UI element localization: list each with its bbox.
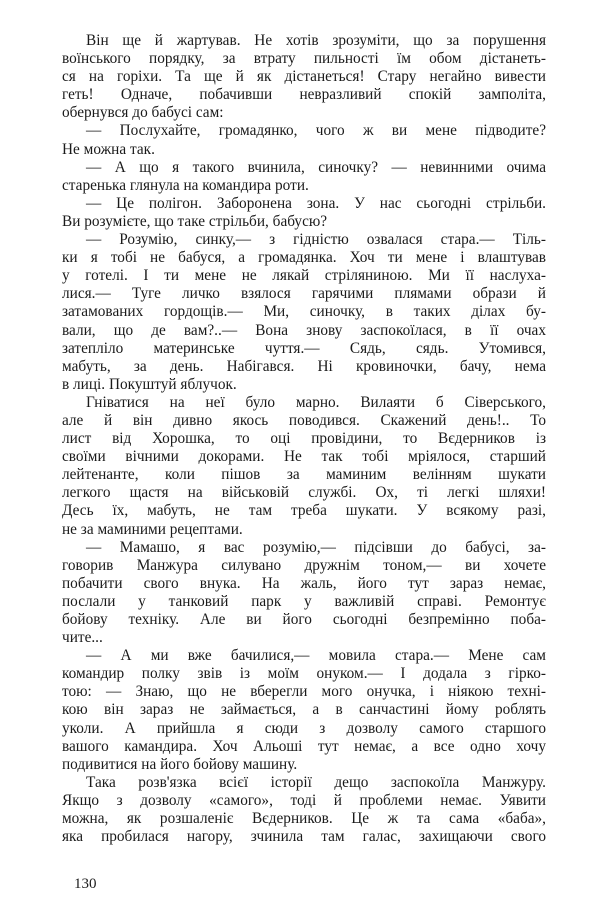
text-line: чите... [62, 629, 103, 647]
text-line: кою він зараз не займається, а в санчастині йому роблять [62, 701, 546, 719]
text-line: Не можна так. [62, 140, 155, 158]
text-line: лист від Хорошка, то оці провідини, то Вєдерников із [62, 430, 546, 448]
text-line: Десь їх, мабуть, не там треба шукати. У всякому разі, [62, 502, 546, 520]
text-line: послали у танковий парк у важливій справі. Ремонтує [62, 592, 546, 610]
text-line: — Розумію, синку,— з гідністю озвалася стара.— Тіль- [86, 231, 546, 249]
text-line: подивитися на його бойову машину. [62, 755, 298, 773]
text-line: воїнського порядку, за втрату пильності їм обом дістанеть- [62, 50, 546, 68]
text-line: вали, що де вам?..— Вона знову заспокоїлася, в її очах [62, 321, 546, 339]
text-line: — Послухайте, громадянко, чого ж ви мене підводите? [86, 122, 546, 140]
text-line: уколи. А прийшла я сюди з дозволу самого старшого [62, 719, 546, 737]
text-line: затамованих гордощів.— Ми, синочку, в таких ділах бу- [62, 303, 546, 321]
text-line: — А що я такого вчинила, синочку? — невинними очима [86, 158, 546, 176]
text-line: яка пробилася нагору, зчинила там галас, захищаючи свого [62, 828, 546, 846]
text-line: тою: — Знаю, що не вберегли мого онучка, і ніякою техні- [62, 683, 546, 701]
text-line: Якщо з дозволу «самого», тоді й проблеми немає. Уявити [62, 791, 546, 809]
text-line: у готелі. І ти мене не лякай стріляниною. Ми її наслуха- [62, 267, 546, 285]
text-line: — А ми вже бачилися,— мовила стара.— Мене сам [86, 647, 546, 665]
text-line: старенька глянула на командира роти. [62, 176, 309, 194]
text-line: мабуть, за день. Набігався. Ні кровиночки, бачу, нема [62, 357, 546, 375]
text-line: бойову техніку. Але ви його сьогодні безпремінно поба- [62, 611, 546, 628]
page-number: 130 [74, 876, 97, 892]
text-line: — Це полігон. Заборонена зона. У нас сьогодні стрільби. [86, 194, 546, 212]
text-line: побачити свого внука. На жаль, його тут зараз немає, [62, 574, 546, 592]
text-line: в лиці. Покуштуй яблучок. [62, 375, 237, 393]
text-line: командир полку звів із моїм онуком.— І додала з гірко- [62, 665, 546, 683]
text-line: ки я тобі не бабуся, а громадянка. Хоч ти мене і влаштував [62, 249, 546, 267]
text-line: обернувся до бабусі сам: [62, 104, 224, 122]
text-line: своїми вічними докорами. Не так тобі мріялося, старший [62, 448, 546, 466]
book-page-text [62, 32, 546, 846]
text-line: можна, як розшаленіє Вєдерников. Це ж та сама «баба», [62, 810, 546, 828]
text-line: Ви розумієте, що таке стрільби, бабусю? [62, 212, 328, 230]
text-line: лейтенанте, коли пішов за маминим велінням шукати [62, 466, 546, 484]
text-line: говорив Манжура силувано дружнім тоном,— ви хочете [62, 556, 546, 574]
text-line: геть! Одначе, побачивши невразливий спокій замполіта, [62, 86, 546, 104]
text-line: ся на горіхи. Та ще й як дістанеться! Стару негайно вивести [62, 68, 546, 86]
text-line: лися.— Туге личко взялося гарячими плямами образи й [62, 285, 546, 303]
text-line: Гніватися на неї було марно. Вилаяти б Сіверського, [86, 393, 546, 411]
text-line: не за маминими рецептами. [62, 520, 243, 538]
text-line: легкого щастя на військовій службі. Ох, ті легкі шляхи! [62, 484, 546, 502]
text-line: Він ще й жартував. Не хотів зрозуміти, що за порушення [86, 32, 546, 49]
text-line: затепліло материнське чуття.— Сядь, сядь. Утомився, [62, 339, 546, 357]
text-line: Така розв'язка всієї історії дещо заспокоїла Манжуру. [86, 773, 546, 791]
text-line: але й він дивно якось поводився. Скажений день!.. То [62, 411, 546, 429]
text-line: вашого камандира. Хоч Альоші тут немає, а все одно хочу [62, 737, 546, 755]
text-line: — Мамашо, я вас розумію,— підсівши до бабусі, за- [86, 538, 546, 556]
